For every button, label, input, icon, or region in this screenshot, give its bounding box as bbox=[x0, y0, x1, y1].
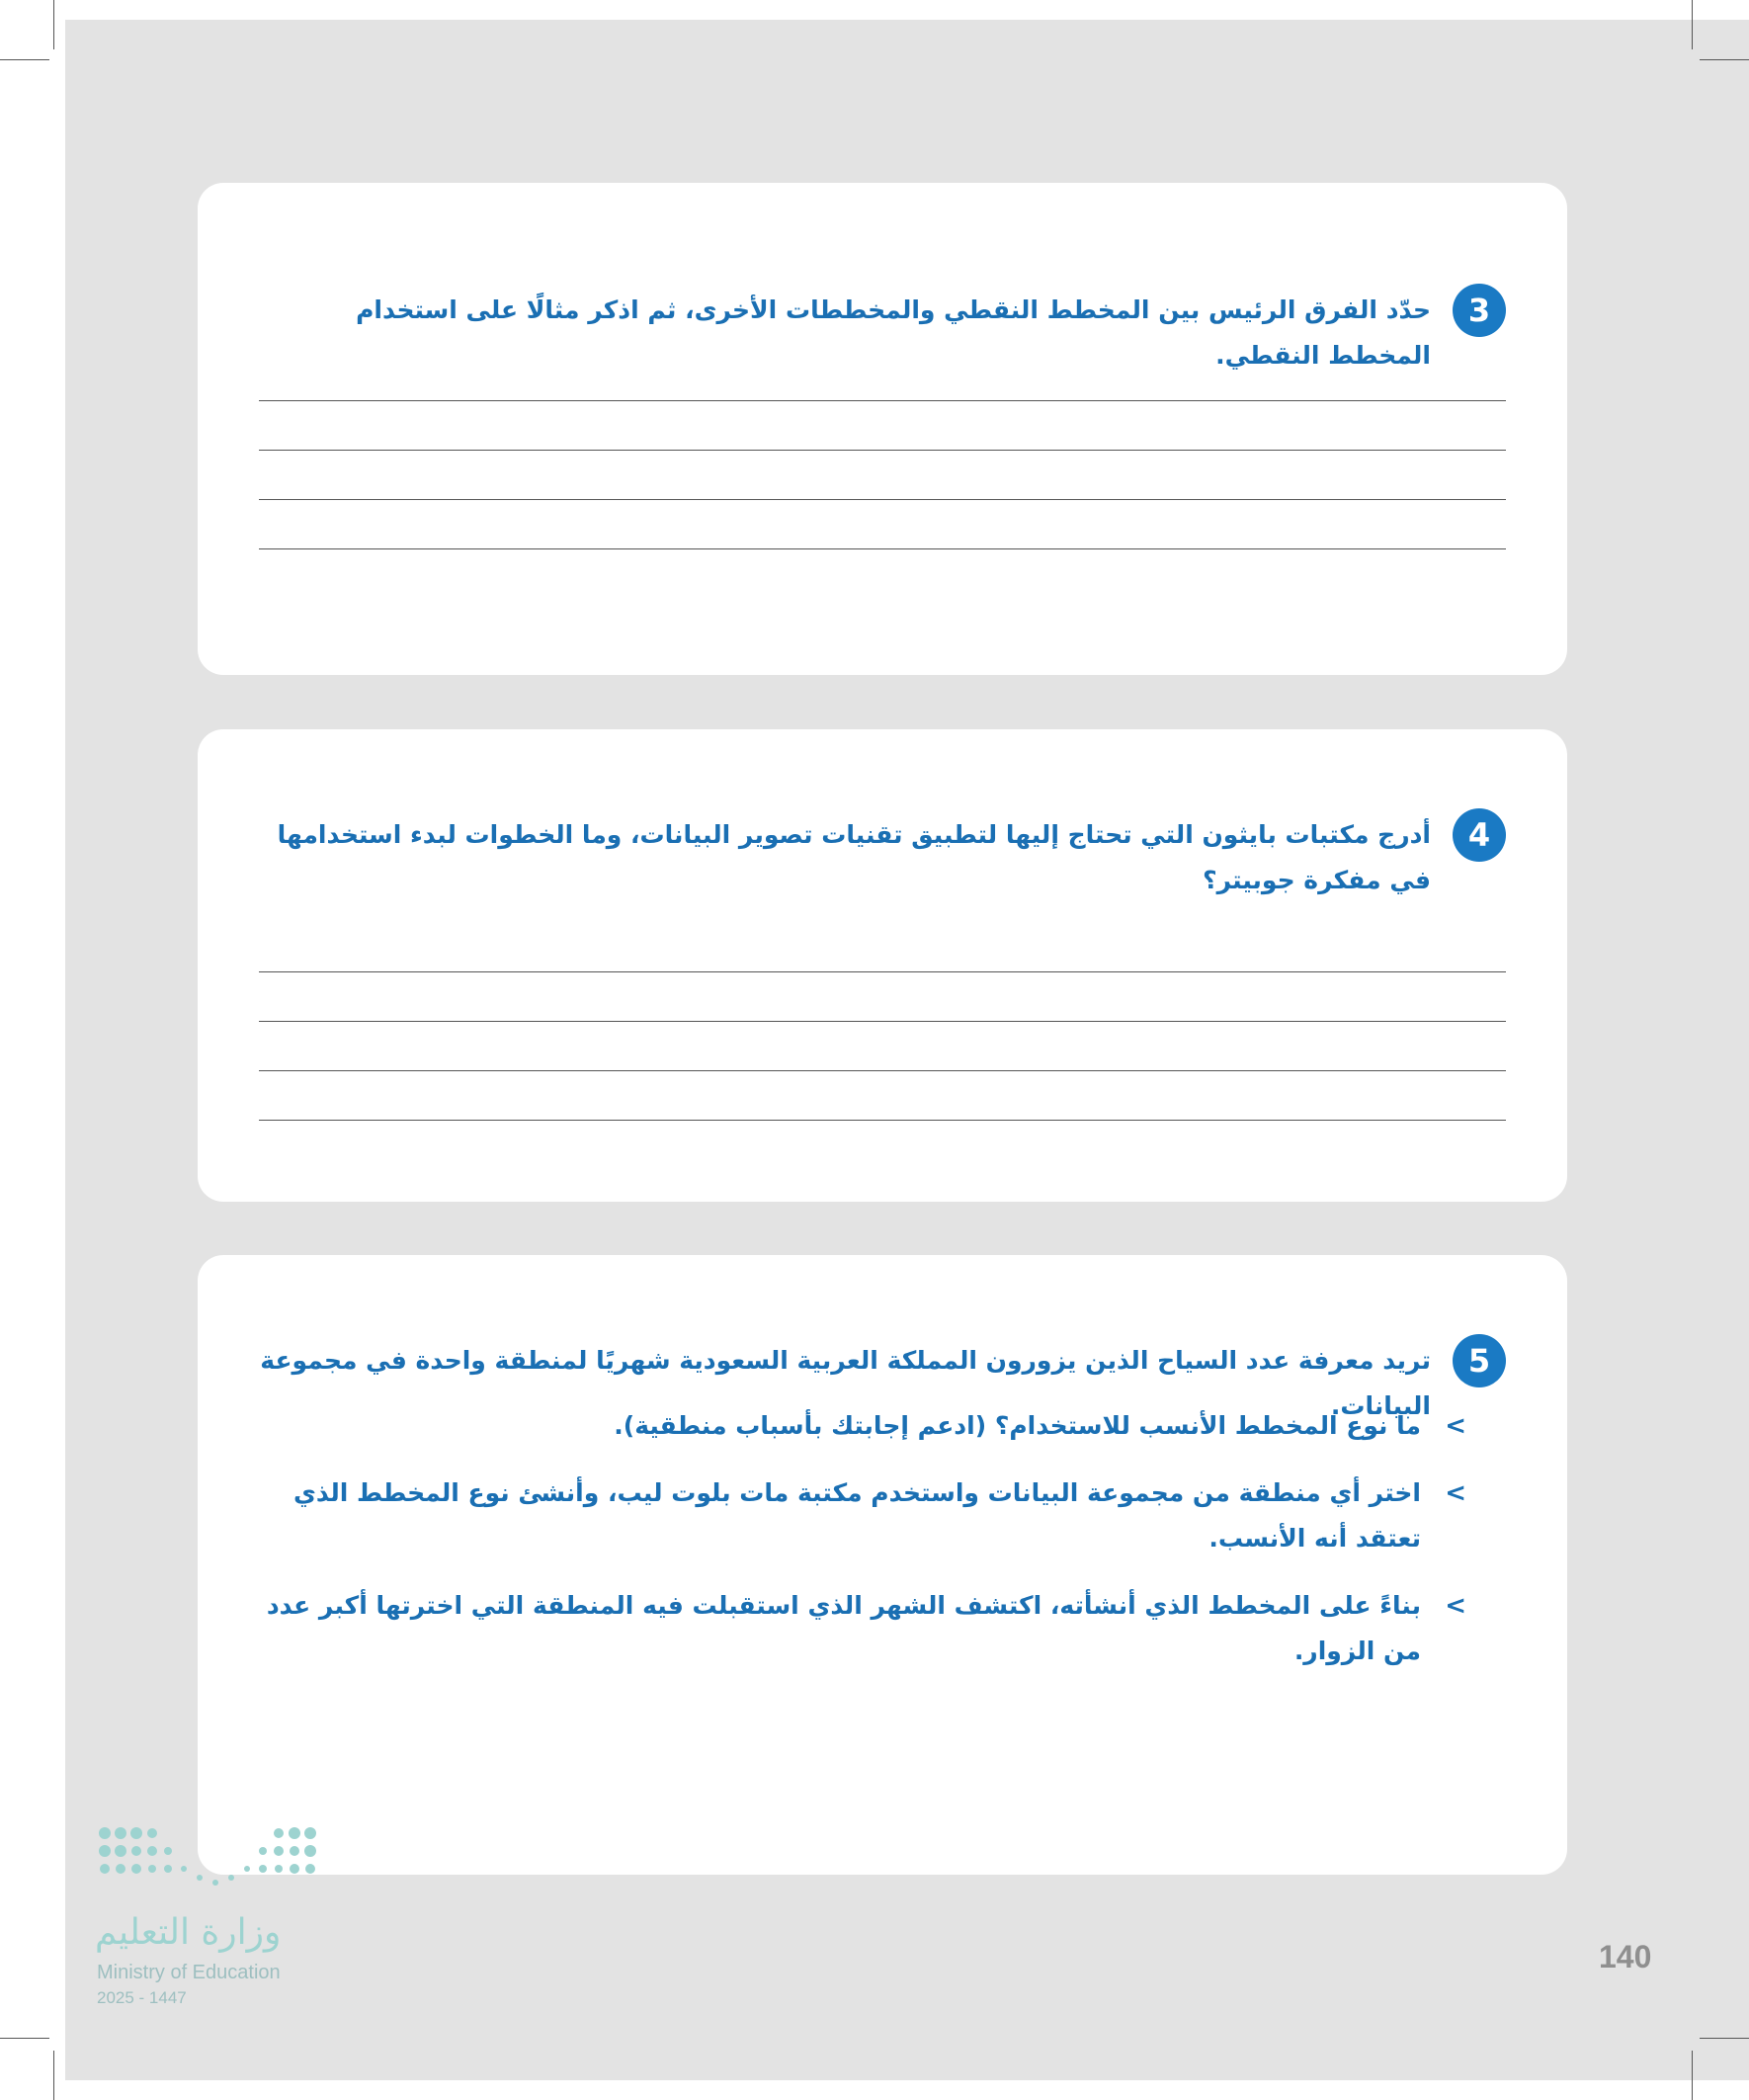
chevron-icon: > bbox=[1445, 1411, 1466, 1441]
chevron-icon: > bbox=[1445, 1591, 1466, 1621]
question-number-badge: 4 bbox=[1453, 808, 1506, 862]
answer-line[interactable] bbox=[259, 971, 1506, 972]
sub-question bbox=[259, 1403, 1466, 1449]
logo-arabic-text: وزارة التعليم bbox=[95, 1912, 282, 1953]
logo-english-text: Ministry of Education bbox=[97, 1962, 281, 1983]
question-number-badge: 3 bbox=[1453, 284, 1506, 337]
sub-question-text: ما نوع المخطط الأنسب للاستخدام؟ (ادعم إجابتك بأسباب منطقية). bbox=[614, 1411, 1421, 1440]
crop-mark bbox=[53, 0, 54, 49]
answer-line[interactable] bbox=[259, 1021, 1506, 1022]
crop-mark bbox=[0, 59, 49, 60]
sub-question bbox=[259, 1583, 1466, 1674]
sub-question-text: اختر أي منطقة من مجموعة البيانات واستخدم مكتبة مات بلوت ليب، وأنشئ نوع المخطط الذي تعتقد أنه الأنسب. bbox=[292, 1478, 1421, 1553]
answer-line[interactable] bbox=[259, 1070, 1506, 1071]
answer-line[interactable] bbox=[259, 400, 1506, 401]
question-header bbox=[259, 284, 1506, 378]
question-number-badge: 5 bbox=[1453, 1334, 1506, 1387]
crop-mark bbox=[1700, 59, 1749, 60]
logo-year-text: 2025 - 1447 bbox=[97, 1988, 187, 2007]
answer-line[interactable] bbox=[259, 1120, 1506, 1121]
sub-question bbox=[259, 1470, 1466, 1561]
crop-mark bbox=[1700, 2038, 1749, 2039]
question-header bbox=[259, 808, 1506, 903]
answer-line[interactable] bbox=[259, 548, 1506, 549]
question-card-4 bbox=[198, 729, 1567, 1202]
question-card-3 bbox=[198, 183, 1567, 675]
crop-mark bbox=[53, 2051, 54, 2100]
crop-mark bbox=[1692, 0, 1693, 49]
question-card-5 bbox=[198, 1255, 1567, 1875]
ministry-logo-icon bbox=[95, 1823, 332, 1912]
sub-question-list bbox=[259, 1403, 1466, 1696]
chevron-icon: > bbox=[1445, 1478, 1466, 1508]
crop-mark bbox=[1692, 2051, 1693, 2100]
question-text: تريد معرفة عدد السياح الذين يزورون المملكة العربية السعودية شهريًا لمنطقة واحدة في مجموعة البيانات. bbox=[260, 1346, 1431, 1420]
question-text: حدّد الفرق الرئيس بين المخطط النقطي والمخططات الأخرى، ثم اذكر مثالًا على استخدام المخطط النقطي. bbox=[356, 295, 1431, 370]
page-number: 140 bbox=[1599, 1939, 1652, 1974]
sub-question-text: بناءً على المخطط الذي أنشأته، اكتشف الشهر الذي استقبلت فيه المنطقة التي اخترتها أكبر عدد من الزوار. bbox=[266, 1591, 1421, 1665]
question-text: أدرج مكتبات بايثون التي تحتاج إليها لتطبيق تقنيات تصوير البيانات، وما الخطوات لبدء استخدامها في مفكرة جوبيتر؟ bbox=[277, 820, 1431, 894]
answer-line[interactable] bbox=[259, 450, 1506, 451]
answer-line[interactable] bbox=[259, 499, 1506, 500]
crop-mark bbox=[0, 2038, 49, 2039]
